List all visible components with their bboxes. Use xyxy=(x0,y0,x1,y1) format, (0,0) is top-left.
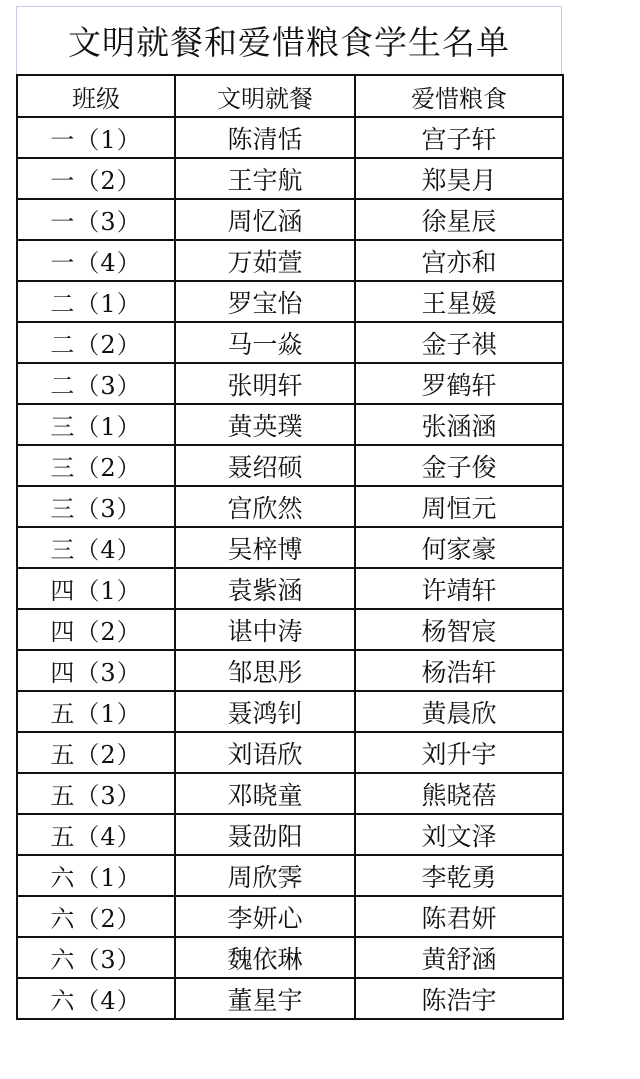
student-table xyxy=(16,74,564,1020)
civil-dining-cell: 王宇航 xyxy=(175,158,355,199)
class-cell: 二（3） xyxy=(17,363,175,404)
save-food-cell: 陈君妍 xyxy=(355,896,563,937)
table-row xyxy=(17,240,563,281)
class-cell: 五（4） xyxy=(17,814,175,855)
save-food-cell: 金子祺 xyxy=(355,322,563,363)
class-cell: 六（2） xyxy=(17,896,175,937)
save-food-cell: 李乾勇 xyxy=(355,855,563,896)
table-row xyxy=(17,650,563,691)
column-header-class: 班级 xyxy=(17,75,175,117)
civil-dining-cell: 刘语欣 xyxy=(175,732,355,773)
class-cell: 三（3） xyxy=(17,486,175,527)
class-cell: 一（3） xyxy=(17,199,175,240)
class-cell: 六（3） xyxy=(17,937,175,978)
class-cell: 二（2） xyxy=(17,322,175,363)
save-food-cell: 何家豪 xyxy=(355,527,563,568)
save-food-cell: 熊晓蓓 xyxy=(355,773,563,814)
save-food-cell: 宫亦和 xyxy=(355,240,563,281)
table-row xyxy=(17,158,563,199)
class-cell: 六（1） xyxy=(17,855,175,896)
table-row xyxy=(17,117,563,158)
civil-dining-cell: 周欣霁 xyxy=(175,855,355,896)
class-cell: 六（4） xyxy=(17,978,175,1019)
table-row xyxy=(17,445,563,486)
table-row xyxy=(17,199,563,240)
save-food-cell: 徐星辰 xyxy=(355,199,563,240)
civil-dining-cell: 宫欣然 xyxy=(175,486,355,527)
civil-dining-cell: 张明轩 xyxy=(175,363,355,404)
save-food-cell: 周恒元 xyxy=(355,486,563,527)
table-row xyxy=(17,363,563,404)
save-food-cell: 金子俊 xyxy=(355,445,563,486)
civil-dining-cell: 马一焱 xyxy=(175,322,355,363)
save-food-cell: 黄舒涵 xyxy=(355,937,563,978)
class-cell: 三（2） xyxy=(17,445,175,486)
civil-dining-cell: 邓晓童 xyxy=(175,773,355,814)
class-cell: 四（2） xyxy=(17,609,175,650)
table-row xyxy=(17,568,563,609)
civil-dining-cell: 周忆涵 xyxy=(175,199,355,240)
class-cell: 五（3） xyxy=(17,773,175,814)
class-cell: 四（1） xyxy=(17,568,175,609)
save-food-cell: 王星媛 xyxy=(355,281,563,322)
table-row xyxy=(17,978,563,1019)
class-cell: 四（3） xyxy=(17,650,175,691)
civil-dining-cell: 聂绍硕 xyxy=(175,445,355,486)
class-cell: 三（4） xyxy=(17,527,175,568)
civil-dining-cell: 陈清恬 xyxy=(175,117,355,158)
class-cell: 一（2） xyxy=(17,158,175,199)
civil-dining-cell: 魏依琳 xyxy=(175,937,355,978)
civil-dining-cell: 邹思彤 xyxy=(175,650,355,691)
civil-dining-cell: 聂劭阳 xyxy=(175,814,355,855)
table-row xyxy=(17,527,563,568)
name-list-sheet xyxy=(16,6,562,1020)
table-row xyxy=(17,814,563,855)
civil-dining-cell: 黄英璞 xyxy=(175,404,355,445)
table-row xyxy=(17,691,563,732)
table-row xyxy=(17,937,563,978)
table-row xyxy=(17,322,563,363)
table-row xyxy=(17,404,563,445)
page-title: 文明就餐和爱惜粮食学生名单 xyxy=(16,6,562,74)
civil-dining-cell: 罗宝怡 xyxy=(175,281,355,322)
table-row xyxy=(17,773,563,814)
class-cell: 五（2） xyxy=(17,732,175,773)
save-food-cell: 陈浩宇 xyxy=(355,978,563,1019)
save-food-cell: 杨浩轩 xyxy=(355,650,563,691)
table-row xyxy=(17,896,563,937)
save-food-cell: 罗鹤轩 xyxy=(355,363,563,404)
civil-dining-cell: 袁紫涵 xyxy=(175,568,355,609)
save-food-cell: 宫子轩 xyxy=(355,117,563,158)
save-food-cell: 刘文泽 xyxy=(355,814,563,855)
save-food-cell: 许靖轩 xyxy=(355,568,563,609)
class-cell: 五（1） xyxy=(17,691,175,732)
header-row xyxy=(17,75,563,117)
civil-dining-cell: 吴梓博 xyxy=(175,527,355,568)
table-row xyxy=(17,732,563,773)
table-row xyxy=(17,486,563,527)
save-food-cell: 张涵涵 xyxy=(355,404,563,445)
save-food-cell: 郑昊月 xyxy=(355,158,563,199)
column-header-save-food: 爱惜粮食 xyxy=(355,75,563,117)
civil-dining-cell: 谌中涛 xyxy=(175,609,355,650)
class-cell: 三（1） xyxy=(17,404,175,445)
table-row xyxy=(17,609,563,650)
civil-dining-cell: 万茹萱 xyxy=(175,240,355,281)
civil-dining-cell: 李妍心 xyxy=(175,896,355,937)
save-food-cell: 黄晨欣 xyxy=(355,691,563,732)
table-row xyxy=(17,281,563,322)
civil-dining-cell: 董星宇 xyxy=(175,978,355,1019)
save-food-cell: 刘升宇 xyxy=(355,732,563,773)
class-cell: 二（1） xyxy=(17,281,175,322)
column-header-civil-dining: 文明就餐 xyxy=(175,75,355,117)
class-cell: 一（4） xyxy=(17,240,175,281)
class-cell: 一（1） xyxy=(17,117,175,158)
save-food-cell: 杨智宸 xyxy=(355,609,563,650)
table-row xyxy=(17,855,563,896)
civil-dining-cell: 聂鸿钊 xyxy=(175,691,355,732)
